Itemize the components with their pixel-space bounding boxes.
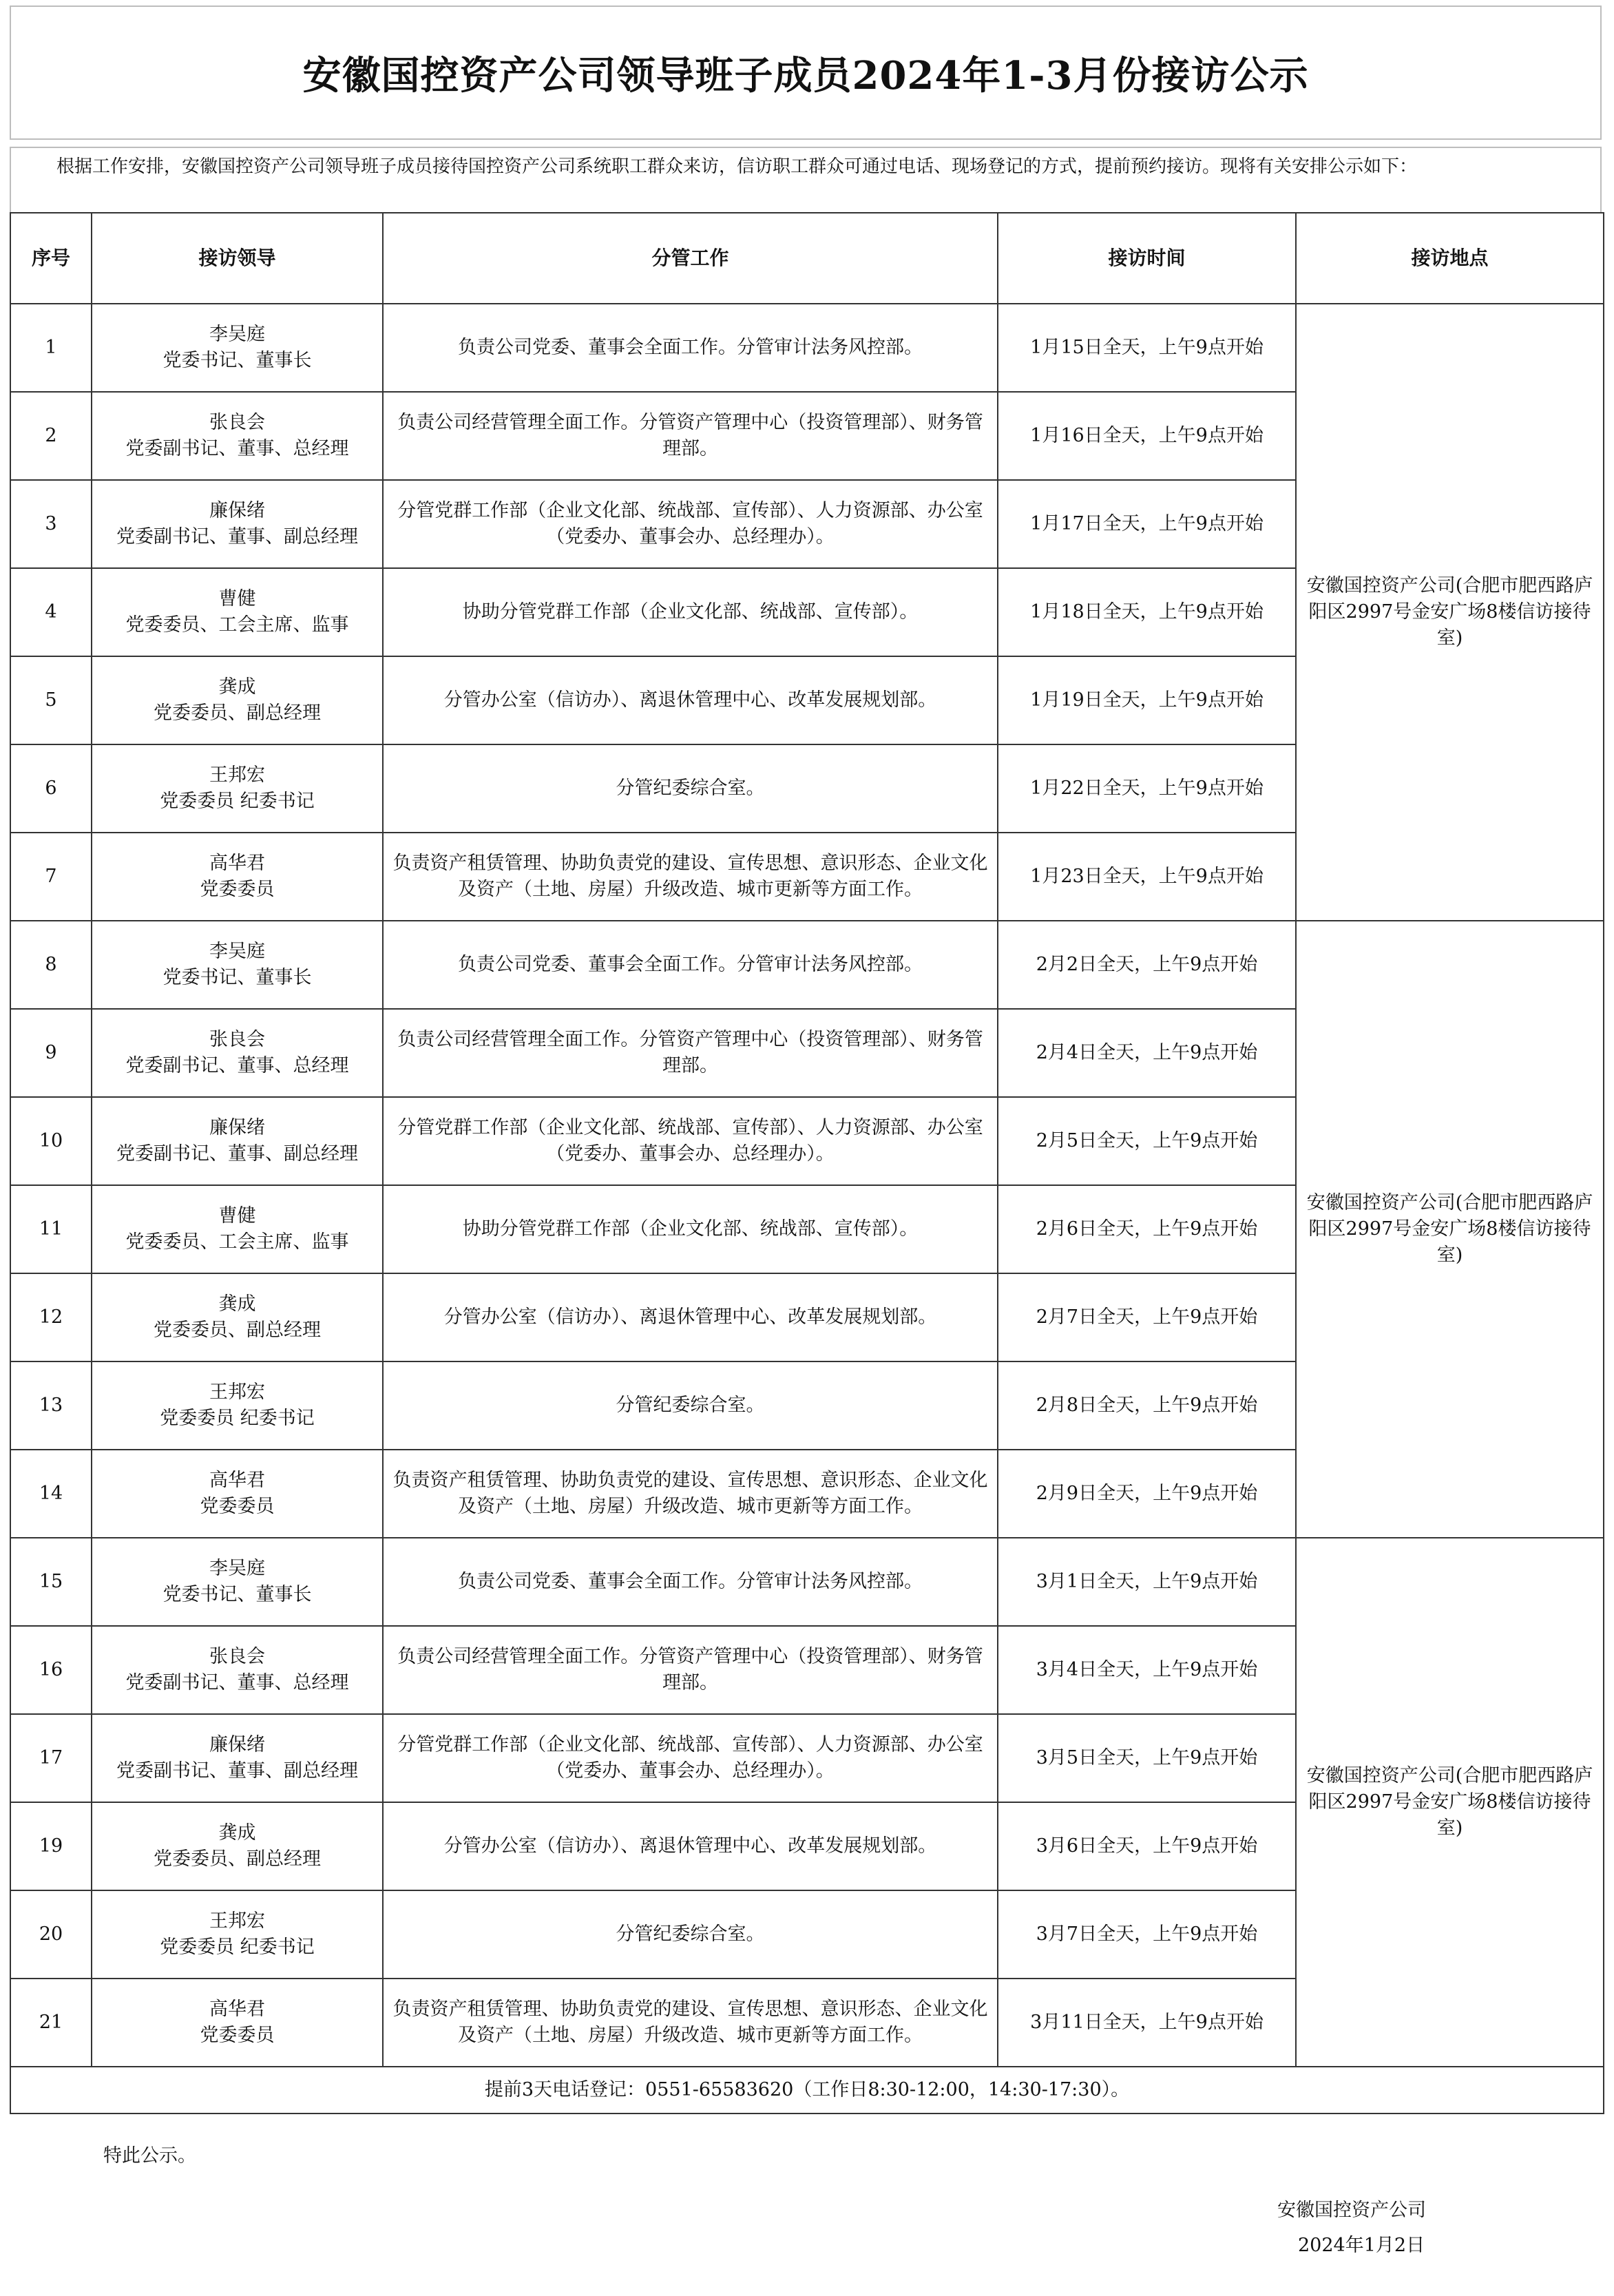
leader-position: 党委副书记、董事、总经理 — [125, 1672, 349, 1693]
leader-name: 曹健 — [218, 588, 256, 609]
leader-cell — [92, 1009, 383, 1097]
header-duty: 分管工作 — [383, 213, 998, 304]
footnote-row — [10, 2067, 1604, 2114]
row-number: 19 — [10, 1802, 92, 1890]
row-number: 21 — [10, 1979, 92, 2067]
reception-time: 3月5日全天，上午9点开始 — [998, 1714, 1296, 1802]
table-row — [10, 1538, 1604, 1626]
duty-cell: 负责资产租赁管理、协助负责党的建设、宣传思想、意识形态、企业文化及资产（土地、房屋）升级改造、城市更新等方面工作。 — [383, 1979, 998, 2067]
leader-cell — [92, 480, 383, 568]
closing-text: 特此公示。 — [103, 2145, 196, 2167]
leader-name: 高华君 — [209, 1998, 265, 2020]
leader-name: 王邦宏 — [209, 1910, 265, 1932]
row-number: 6 — [10, 744, 92, 833]
leader-cell — [92, 392, 383, 480]
duty-cell: 分管党群工作部（企业文化部、统战部、宣传部）、人力资源部、办公室（党委办、董事会办、总经理办）。 — [383, 480, 998, 568]
duty-cell: 负责公司经营管理全面工作。分管资产管理中心（投资管理部）、财务管理部。 — [383, 1626, 998, 1714]
leader-name: 龚成 — [218, 1293, 256, 1315]
leader-name: 李吴庭 — [209, 324, 265, 345]
duty-cell: 分管纪委综合室。 — [383, 1890, 998, 1979]
duty-cell: 分管党群工作部（企业文化部、统战部、宣传部）、人力资源部、办公室（党委办、董事会办、总经理办）。 — [383, 1714, 998, 1802]
duty-cell: 分管办公室（信访办）、离退休管理中心、改革发展规划部。 — [383, 1802, 998, 1890]
document-frame — [10, 6, 1603, 2289]
leader-name: 廉保绪 — [209, 500, 265, 521]
row-number: 12 — [10, 1273, 92, 1361]
header-time: 接访时间 — [998, 213, 1296, 304]
leader-name: 李吴庭 — [209, 1558, 265, 1579]
leader-name: 廉保绪 — [209, 1117, 265, 1138]
leader-cell — [92, 656, 383, 744]
intro-paragraph: 根据工作安排，安徽国控资产公司领导班子成员接待国控资产公司系统职工群众来访，信访职工群众可通过电话、现场登记的方式，提前预约接访。现将有关安排公示如下： — [10, 147, 1602, 213]
leader-position: 党委委员 — [200, 879, 275, 900]
leader-position: 党委书记、董事长 — [163, 1584, 312, 1605]
reception-time: 2月9日全天，上午9点开始 — [998, 1450, 1296, 1538]
row-number: 9 — [10, 1009, 92, 1097]
row-number: 8 — [10, 921, 92, 1009]
leader-cell — [92, 921, 383, 1009]
duty-cell: 协助分管党群工作部（企业文化部、统战部、宣传部）。 — [383, 568, 998, 656]
duty-cell: 分管纪委综合室。 — [383, 744, 998, 833]
reception-time: 2月2日全天，上午9点开始 — [998, 921, 1296, 1009]
leader-name: 李吴庭 — [209, 941, 265, 962]
duty-cell: 分管办公室（信访办）、离退休管理中心、改革发展规划部。 — [383, 1273, 998, 1361]
duty-cell: 分管党群工作部（企业文化部、统战部、宣传部）、人力资源部、办公室（党委办、董事会办、总经理办）。 — [383, 1097, 998, 1185]
reception-time: 2月8日全天，上午9点开始 — [998, 1361, 1296, 1450]
leader-position: 党委委员、副总经理 — [154, 1848, 321, 1870]
reception-time: 1月23日全天，上午9点开始 — [998, 833, 1296, 921]
leader-name: 高华君 — [209, 853, 265, 874]
leader-cell — [92, 1538, 383, 1626]
duty-cell: 负责公司经营管理全面工作。分管资产管理中心（投资管理部）、财务管理部。 — [383, 392, 998, 480]
leader-name: 王邦宏 — [209, 764, 265, 786]
leader-cell — [92, 1714, 383, 1802]
reception-time: 1月15日全天，上午9点开始 — [998, 304, 1296, 392]
duty-cell: 负责资产租赁管理、协助负责党的建设、宣传思想、意识形态、企业文化及资产（土地、房屋）升级改造、城市更新等方面工作。 — [383, 1450, 998, 1538]
reception-time: 2月4日全天，上午9点开始 — [998, 1009, 1296, 1097]
leader-position: 党委副书记、董事、总经理 — [125, 438, 349, 459]
leader-cell — [92, 1450, 383, 1538]
leader-position: 党委委员 — [200, 1496, 275, 1517]
row-number: 17 — [10, 1714, 92, 1802]
reception-time: 3月11日全天，上午9点开始 — [998, 1979, 1296, 2067]
row-number: 7 — [10, 833, 92, 921]
duty-cell: 分管办公室（信访办）、离退休管理中心、改革发展规划部。 — [383, 656, 998, 744]
leader-name: 龚成 — [218, 1822, 256, 1844]
reception-time: 3月1日全天，上午9点开始 — [998, 1538, 1296, 1626]
leader-cell — [92, 1979, 383, 2067]
leader-cell — [92, 304, 383, 392]
leader-name: 高华君 — [209, 1470, 265, 1491]
leader-name: 曹健 — [218, 1205, 256, 1227]
header-no: 序号 — [10, 213, 92, 304]
leader-name: 龚成 — [218, 676, 256, 698]
row-number: 11 — [10, 1185, 92, 1273]
issuing-organization: 安徽国控资产公司 — [1277, 2200, 1426, 2221]
reception-time: 2月7日全天，上午9点开始 — [998, 1273, 1296, 1361]
reception-time: 2月5日全天，上午9点开始 — [998, 1097, 1296, 1185]
row-number: 10 — [10, 1097, 92, 1185]
table-row — [10, 921, 1604, 1009]
issue-date: 2024年1月2日 — [1298, 2235, 1425, 2256]
reception-time: 3月6日全天，上午9点开始 — [998, 1802, 1296, 1890]
leader-cell — [92, 1097, 383, 1185]
leader-position: 党委委员、工会主席、监事 — [125, 1231, 349, 1253]
table-body — [10, 304, 1604, 2067]
leader-cell — [92, 1185, 383, 1273]
reception-place: 安徽国控资产公司(合肥市肥西路庐阳区2997号金安广场8楼信访接待室) — [1296, 1538, 1604, 2067]
reception-place: 安徽国控资产公司(合肥市肥西路庐阳区2997号金安广场8楼信访接待室) — [1296, 304, 1604, 921]
table-row — [10, 304, 1604, 392]
table-header-row — [10, 213, 1604, 304]
leader-position: 党委书记、董事长 — [163, 350, 312, 371]
leader-name: 张良会 — [209, 1029, 265, 1050]
reception-place: 安徽国控资产公司(合肥市肥西路庐阳区2997号金安广场8楼信访接待室) — [1296, 921, 1604, 1538]
leader-cell — [92, 1890, 383, 1979]
leader-position: 党委副书记、董事、副总经理 — [116, 526, 358, 547]
reception-time: 1月17日全天，上午9点开始 — [998, 480, 1296, 568]
leader-name: 张良会 — [209, 1646, 265, 1667]
duty-cell: 负责公司党委、董事会全面工作。分管审计法务风控部。 — [383, 304, 998, 392]
row-number: 16 — [10, 1626, 92, 1714]
leader-name: 王邦宏 — [209, 1381, 265, 1403]
leader-position: 党委委员 — [200, 2025, 275, 2046]
duty-cell: 分管纪委综合室。 — [383, 1361, 998, 1450]
duty-cell: 负责公司党委、董事会全面工作。分管审计法务风控部。 — [383, 1538, 998, 1626]
header-leader: 接访领导 — [92, 213, 383, 304]
duty-cell: 负责资产租赁管理、协助负责党的建设、宣传思想、意识形态、企业文化及资产（土地、房屋）升级改造、城市更新等方面工作。 — [383, 833, 998, 921]
leader-cell — [92, 1626, 383, 1714]
row-number: 4 — [10, 568, 92, 656]
row-number: 20 — [10, 1890, 92, 1979]
leader-position: 党委副书记、董事、副总经理 — [116, 1143, 358, 1165]
row-number: 14 — [10, 1450, 92, 1538]
reception-time: 1月19日全天，上午9点开始 — [998, 656, 1296, 744]
document-title: 安徽国控资产公司领导班子成员2024年1-3月份接访公示 — [10, 6, 1602, 140]
leader-position: 党委委员 纪委书记 — [160, 1937, 315, 1958]
leader-position: 党委副书记、董事、副总经理 — [116, 1760, 358, 1782]
leader-name: 张良会 — [209, 412, 265, 433]
leader-position: 党委委员、工会主席、监事 — [125, 614, 349, 636]
leader-position: 党委委员、副总经理 — [154, 702, 321, 724]
row-number: 3 — [10, 480, 92, 568]
row-number: 1 — [10, 304, 92, 392]
leader-cell — [92, 1361, 383, 1450]
duty-cell: 协助分管党群工作部（企业文化部、统战部、宣传部）。 — [383, 1185, 998, 1273]
row-number: 2 — [10, 392, 92, 480]
leader-cell — [92, 1273, 383, 1361]
reception-time: 1月18日全天，上午9点开始 — [998, 568, 1296, 656]
duty-cell: 负责公司经营管理全面工作。分管资产管理中心（投资管理部）、财务管理部。 — [383, 1009, 998, 1097]
leader-position: 党委书记、董事长 — [163, 967, 312, 988]
leader-position: 党委委员 纪委书记 — [160, 1408, 315, 1429]
reception-schedule-table — [10, 212, 1604, 2114]
phone-registration-note: 提前3天电话登记：0551-65583620（工作日8:30-12:00，14:30-17:30）。 — [10, 2067, 1604, 2114]
reception-time: 3月7日全天，上午9点开始 — [998, 1890, 1296, 1979]
leader-cell — [92, 744, 383, 833]
header-place: 接访地点 — [1296, 213, 1604, 304]
reception-time: 1月22日全天，上午9点开始 — [998, 744, 1296, 833]
leader-cell — [92, 568, 383, 656]
row-number: 15 — [10, 1538, 92, 1626]
reception-time: 2月6日全天，上午9点开始 — [998, 1185, 1296, 1273]
leader-cell — [92, 833, 383, 921]
duty-cell: 负责公司党委、董事会全面工作。分管审计法务风控部。 — [383, 921, 998, 1009]
leader-position: 党委委员、副总经理 — [154, 1319, 321, 1341]
leader-name: 廉保绪 — [209, 1734, 265, 1755]
reception-time: 1月16日全天，上午9点开始 — [998, 392, 1296, 480]
leader-position: 党委委员 纪委书记 — [160, 791, 315, 812]
row-number: 5 — [10, 656, 92, 744]
leader-position: 党委副书记、董事、总经理 — [125, 1055, 349, 1076]
leader-cell — [92, 1802, 383, 1890]
row-number: 13 — [10, 1361, 92, 1450]
reception-time: 3月4日全天，上午9点开始 — [998, 1626, 1296, 1714]
